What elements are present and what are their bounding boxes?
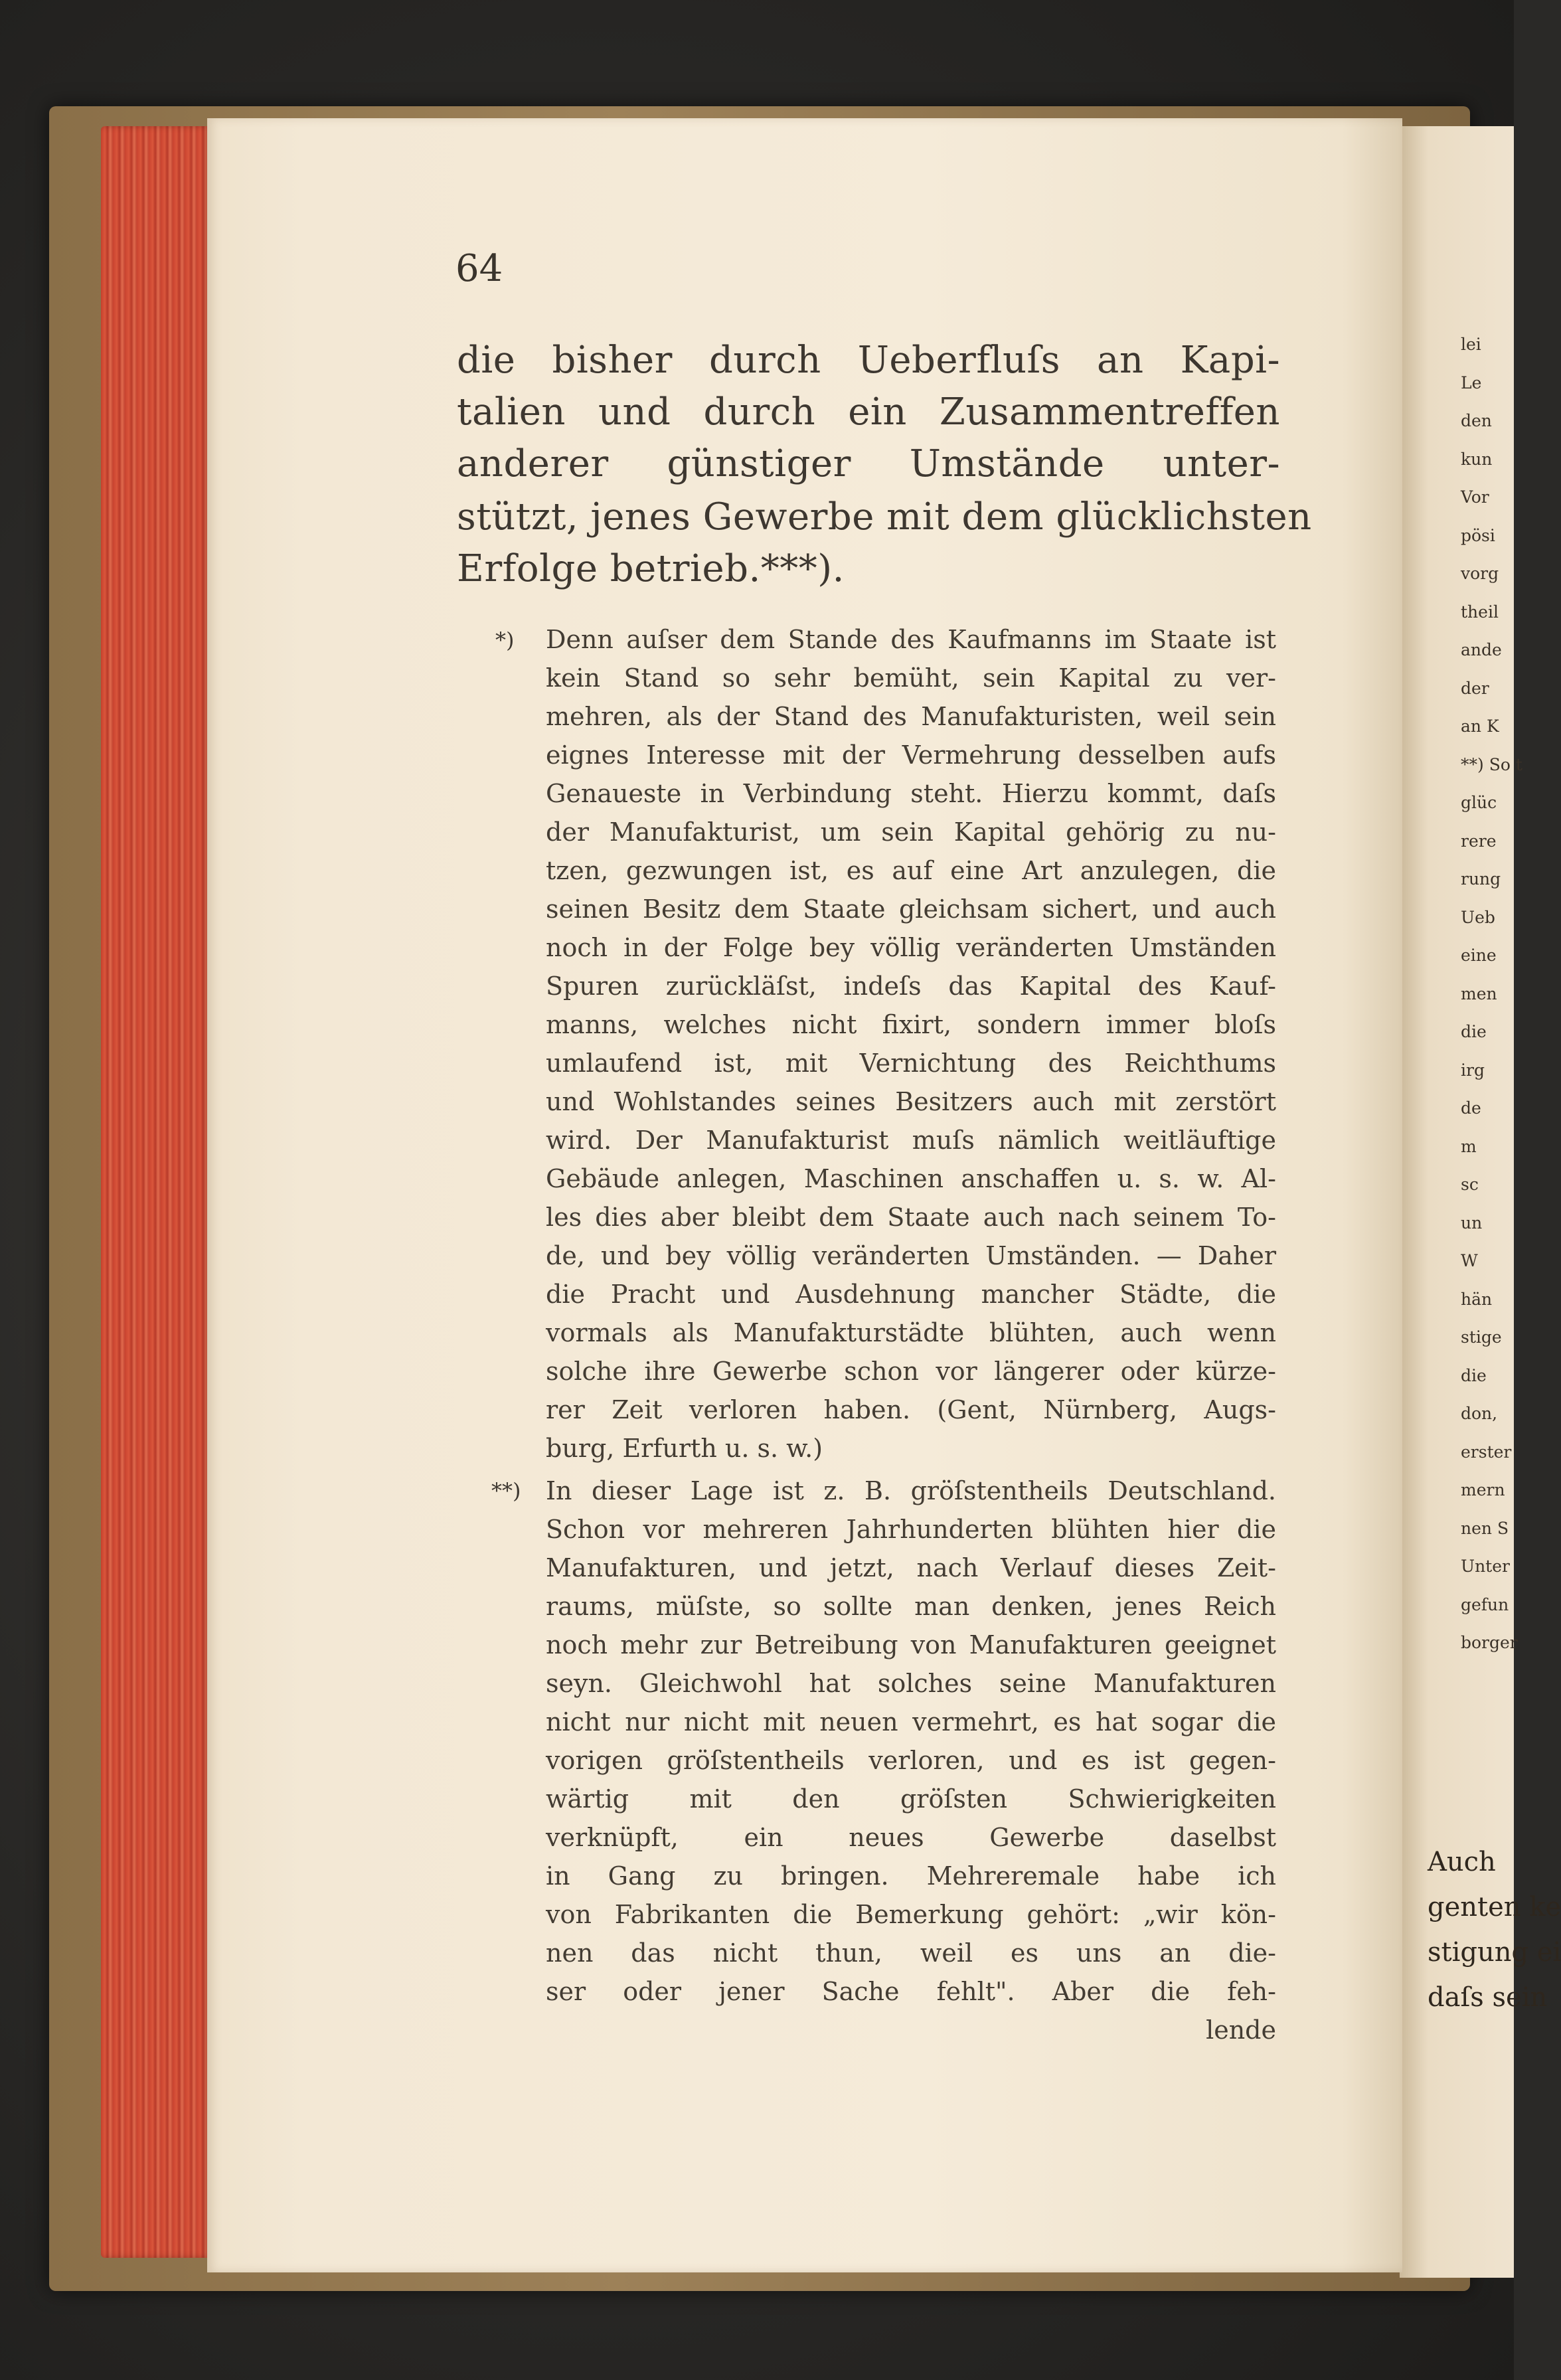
footnote-line: umlaufend ist, mit Vernichtung des Reichthums xyxy=(546,1049,1276,1078)
next-page-line: theil xyxy=(1461,602,1499,622)
next-page-line: die xyxy=(1461,1365,1487,1385)
next-page-line: men xyxy=(1461,983,1497,1003)
footnote-marker: **) xyxy=(491,1478,521,1503)
main-text-line: anderer günstiger Umstände unter- xyxy=(457,442,1280,485)
footnote-marker: *) xyxy=(495,628,515,653)
next-page-line: don, xyxy=(1461,1404,1498,1423)
footnote-line: seinen Besitz dem Staate gleichsam sichert, und auch xyxy=(546,894,1276,924)
footnote-line: eignes Interesse mit der Vermehrung desselben aufs xyxy=(546,740,1276,770)
footnote-line: rer Zeit verloren haben. (Gent, Nürnberg, Augs- xyxy=(546,1395,1276,1424)
footnote-line: solche ihre Gewerbe schon vor längerer oder kürze- xyxy=(546,1357,1276,1386)
next-page-bottom-line: daſs sein xyxy=(1428,1982,1548,2013)
next-page-line: pösi xyxy=(1461,525,1495,545)
footnote-line: ser oder jener Sache fehlt". Aber die feh- xyxy=(546,1977,1276,2006)
footnote-line: Schon vor mehreren Jahrhunderten blühten hier die xyxy=(546,1515,1276,1544)
next-page-line: de xyxy=(1461,1098,1481,1118)
footnote-line: und Wohlstandes seines Besitzers auch mit zerstört xyxy=(546,1087,1276,1116)
next-page-line: eine xyxy=(1461,946,1497,965)
next-page-line: der xyxy=(1461,678,1489,698)
footnote-line: Genaueste in Verbindung steht. Hierzu kommt, daſs xyxy=(546,779,1276,808)
footnote-line: kein Stand so sehr bemüht, sein Kapital zu ver- xyxy=(546,663,1276,693)
next-page-line: lei xyxy=(1461,335,1481,354)
footnote-line: burg, Erfurth u. s. w.) xyxy=(546,1434,823,1463)
catchword: lende xyxy=(1206,2015,1276,2045)
footnote-line: Denn auſser dem Stande des Kaufmanns im Staate ist xyxy=(546,625,1276,654)
next-page-line: gefun xyxy=(1461,1594,1509,1614)
footnote-line: vorigen gröſstentheils verloren, und es ist gegen- xyxy=(546,1746,1276,1775)
next-page-line: an K xyxy=(1461,717,1499,736)
footnote-line: manns, welches nicht fixirt, sondern immer bloſs xyxy=(546,1010,1276,1039)
next-page-column xyxy=(1461,325,1522,1662)
footnote-line: Manufakturen, und jetzt, nach Verlauf dieses Zeit- xyxy=(546,1553,1276,1582)
next-page-line: mern xyxy=(1461,1480,1505,1499)
footnote-line: wird. Der Manufakturist muſs nämlich weitläuftige xyxy=(546,1126,1276,1155)
footnote-line: nen das nicht thun, weil es uns an die- xyxy=(546,1938,1276,1968)
footnote-line: in Gang zu bringen. Mehreremale habe ich xyxy=(546,1861,1276,1891)
next-page-line: kun xyxy=(1461,449,1493,469)
next-page-line: vorg xyxy=(1461,564,1499,583)
next-page-line: Unter xyxy=(1461,1557,1510,1576)
footnote-line: seyn. Gleichwohl hat solches seine Manufakturen xyxy=(546,1669,1276,1698)
next-page-line: nen S xyxy=(1461,1518,1509,1538)
next-page-line: rere xyxy=(1461,831,1497,851)
main-text-line: die bisher durch Ueberfluſs an Kapi- xyxy=(457,339,1280,382)
next-page-line: hän xyxy=(1461,1289,1493,1309)
footnote-line: verknüpft, ein neues Gewerbe daselbst xyxy=(546,1823,1276,1852)
footnote-line: von Fabrikanten die Bemerkung gehört: „wir kön- xyxy=(546,1900,1276,1929)
next-page-bottom-line: Auch xyxy=(1428,1847,1496,1877)
next-page-line: ande xyxy=(1461,640,1502,659)
main-text-line: talien und durch ein Zusammentreffen xyxy=(457,390,1280,434)
footnote-line: die Pracht und Ausdehnung mancher Städte, die xyxy=(546,1280,1276,1309)
next-page-line: erster xyxy=(1461,1442,1512,1462)
next-page-line: rung xyxy=(1461,869,1501,889)
footnote-line: noch in der Folge bey völlig veränderten Umständen xyxy=(546,933,1276,962)
next-page-fragment xyxy=(1400,126,1561,2278)
next-page-line: un xyxy=(1461,1213,1483,1232)
footnote-line: nicht nur nicht mit neuen vermehrt, es hat sogar die xyxy=(546,1707,1276,1737)
next-page-line: **) So t xyxy=(1461,754,1522,774)
footnote-line: noch mehr zur Betreibung von Manufakturen geeignet xyxy=(546,1630,1276,1659)
footnote-line: der Manufakturist, um sein Kapital gehörig zu nu- xyxy=(546,817,1276,847)
next-page-line: stige xyxy=(1461,1327,1502,1347)
page-number: 64 xyxy=(455,247,503,290)
footnote-line: tzen, gezwungen ist, es auf eine Art anzulegen, die xyxy=(546,856,1276,885)
next-page-line: m xyxy=(1461,1136,1477,1156)
footnote-line: mehren, als der Stand des Manufakturisten, weil sein xyxy=(546,702,1276,731)
next-page-line: W xyxy=(1461,1251,1478,1270)
next-page-line: sc xyxy=(1461,1175,1479,1194)
next-page-line: Ueb xyxy=(1461,907,1495,927)
next-page-bottom xyxy=(1428,1839,1561,2020)
footnote-line: In dieser Lage ist z. B. gröſstentheils Deutschland. xyxy=(546,1476,1276,1505)
main-text-line: stützt, jenes Gewerbe mit dem glücklichsten xyxy=(457,495,1312,539)
footnote-line: raums, müſste, so sollte man denken, jenes Reich xyxy=(546,1592,1276,1621)
next-page-bottom-line: genten ke xyxy=(1428,1892,1561,1922)
next-page-line: Vor xyxy=(1461,487,1489,507)
next-page-line: irg xyxy=(1461,1060,1485,1080)
next-page-line: Le xyxy=(1461,373,1482,392)
next-page-line: den xyxy=(1461,411,1492,430)
main-text-line: Erfolge betrieb.***). xyxy=(457,547,845,590)
footnote-line: Gebäude anlegen, Maschinen anschaffen u. s. w. Al- xyxy=(546,1164,1276,1193)
next-page-line: borger xyxy=(1461,1633,1518,1652)
footnote-line: vormals als Manufakturstädte blühten, auch wenn xyxy=(546,1318,1276,1347)
footnote-line: les dies aber bleibt dem Staate auch nach seinem To- xyxy=(546,1203,1276,1232)
next-page-bottom-line: stigung ei xyxy=(1428,1937,1561,1968)
footnote-line: Spuren zurückläſst, indeſs das Kapital des Kauf- xyxy=(546,972,1276,1001)
next-page-line: glüc xyxy=(1461,793,1497,812)
page-edges xyxy=(101,126,211,2258)
footnote-line: de, und bey völlig veränderten Umständen. — Daher xyxy=(546,1241,1276,1270)
next-page-line: die xyxy=(1461,1022,1487,1041)
footnote-line: wärtig mit den gröſsten Schwierigkeiten xyxy=(546,1784,1276,1814)
